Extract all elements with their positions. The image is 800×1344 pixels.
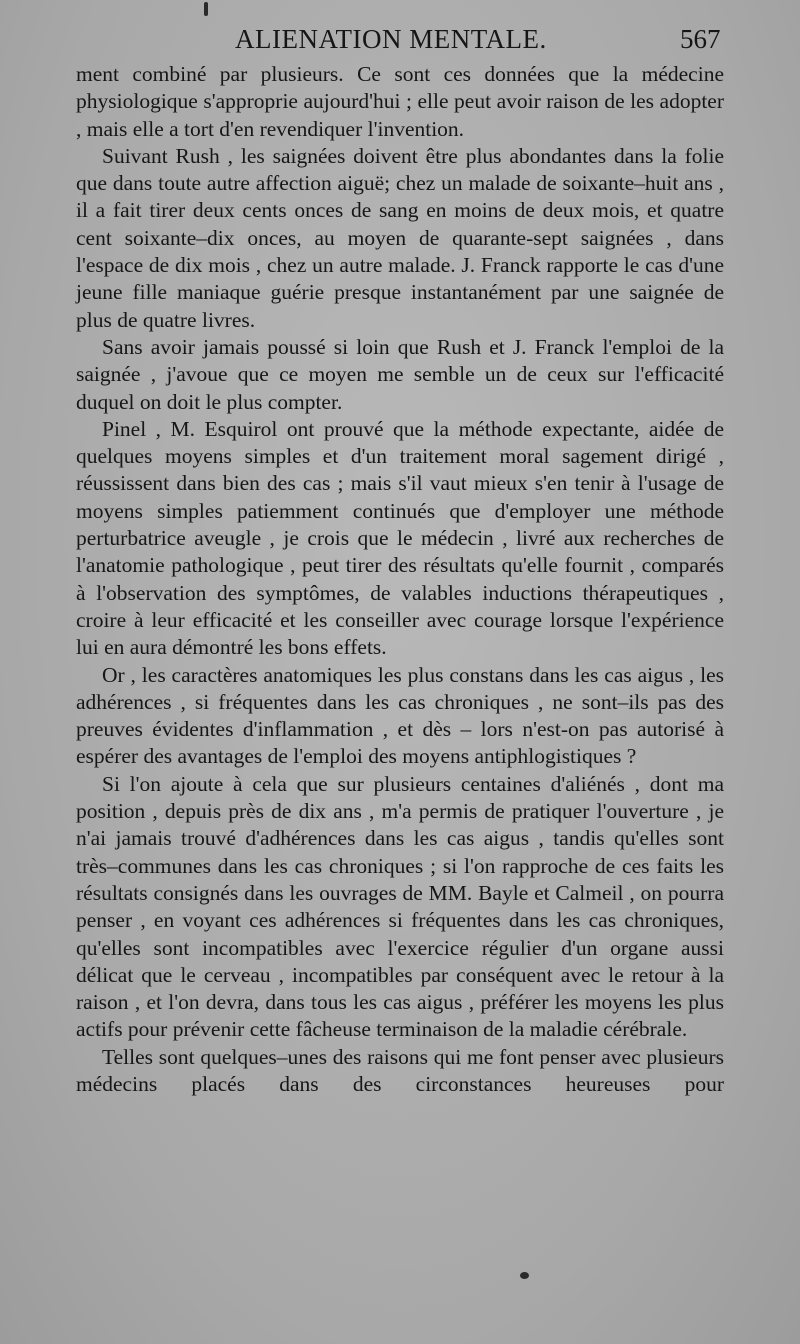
paragraph-5: Or , les caractères anatomiques les plus constans dans les cas aigus , les adhérences , si fréquentes dans les cas chroniques , ne sont–ils pas des preuves évidentes d'inflammation , et dès – lors n'est-on pas autorisé à espérer des avantages de l'emploi des moyens antiphlogistiques ? <box>76 662 724 769</box>
paragraph-2: Suivant Rush , les saignées doivent être plus abondantes dans la folie que dans toute autre affection aiguë; chez un malade de soixante–huit ans , il a fait tirer deux cents onces de sang en moins de deux mois, et quatre cent soixante–dix onces, au moyen de quarante-sept saignées , dans l'espace de dix mois , chez un autre malade. J. Franck rapporte le cas d'une jeune fille maniaque guérie presque instantanément par une saignée de plus de quatre livres. <box>76 143 724 332</box>
paragraph-3: Sans avoir jamais poussé si loin que Rush et J. Franck l'emploi de la saignée , j'avoue que ce moyen me semble un de ceux sur l'efficacité duquel on doit le plus compter. <box>76 334 724 414</box>
paragraph-6: Si l'on ajoute à cela que sur plusieurs centaines d'aliénés , dont ma position , depuis près de dix ans , m'a permis de pratiquer l'ouverture , je n'ai jamais trouvé d'adhérences dans les cas aigus , tandis qu'elles sont très–communes dans les cas chroniques ; si l'on rapproche de ces faits les résultats consignés dans les ouvrages de MM. Bayle et Calmeil , on pourra penser , en voyant ces adhérences si fréquentes dans les cas chroniques, qu'elles sont incompatibles avec l'exercice régulier d'un organe aussi délicat que le cerveau , incompatibles par conséquent avec le retour à la raison , et l'on devra, dans tous les cas aigus , préférer les moyens les plus actifs pour prévenir cette fâcheuse terminaison de la maladie cérébrale. <box>76 771 724 1042</box>
body-text <box>76 61 724 1098</box>
paragraph-1: ment combiné par plusieurs. Ce sont ces données que la médecine physiologique s'approprie aujourd'hui ; elle peut avoir raison de les adopter , mais elle a tort d'en revendiquer l'invention. <box>76 62 724 141</box>
paragraph-7: Telles sont quelques–unes des raisons qui me font penser avec plusieurs médecins placés dans des circonstances heureuses pour <box>76 1044 724 1096</box>
page-number: 567 <box>680 24 721 54</box>
ink-blemish <box>520 1272 529 1279</box>
paragraph-4: Pinel , M. Esquirol ont prouvé que la méthode expectante, aidée de quelques moyens simples et d'un traitement moral sagement dirigé , réussissent dans bien des cas ; mais s'il vaut mieux s'en tenir à l'usage de moyens simples patiemment continués que d'employer une méthode perturbatrice aveugle , je crois que le médecin , livré aux recherches de l'anatomie pathologique , peut tirer des résultats qu'elle fournit , comparés à l'observation des symptômes, de valables inductions thérapeutiques , croire à leur efficacité et les conseiller avec courage lorsque l'expérience lui en aura démontré les bons effets. <box>76 416 724 660</box>
page-header <box>0 20 800 60</box>
ink-blemish <box>204 2 208 16</box>
running-title: ALIENATION MENTALE. <box>235 24 547 54</box>
